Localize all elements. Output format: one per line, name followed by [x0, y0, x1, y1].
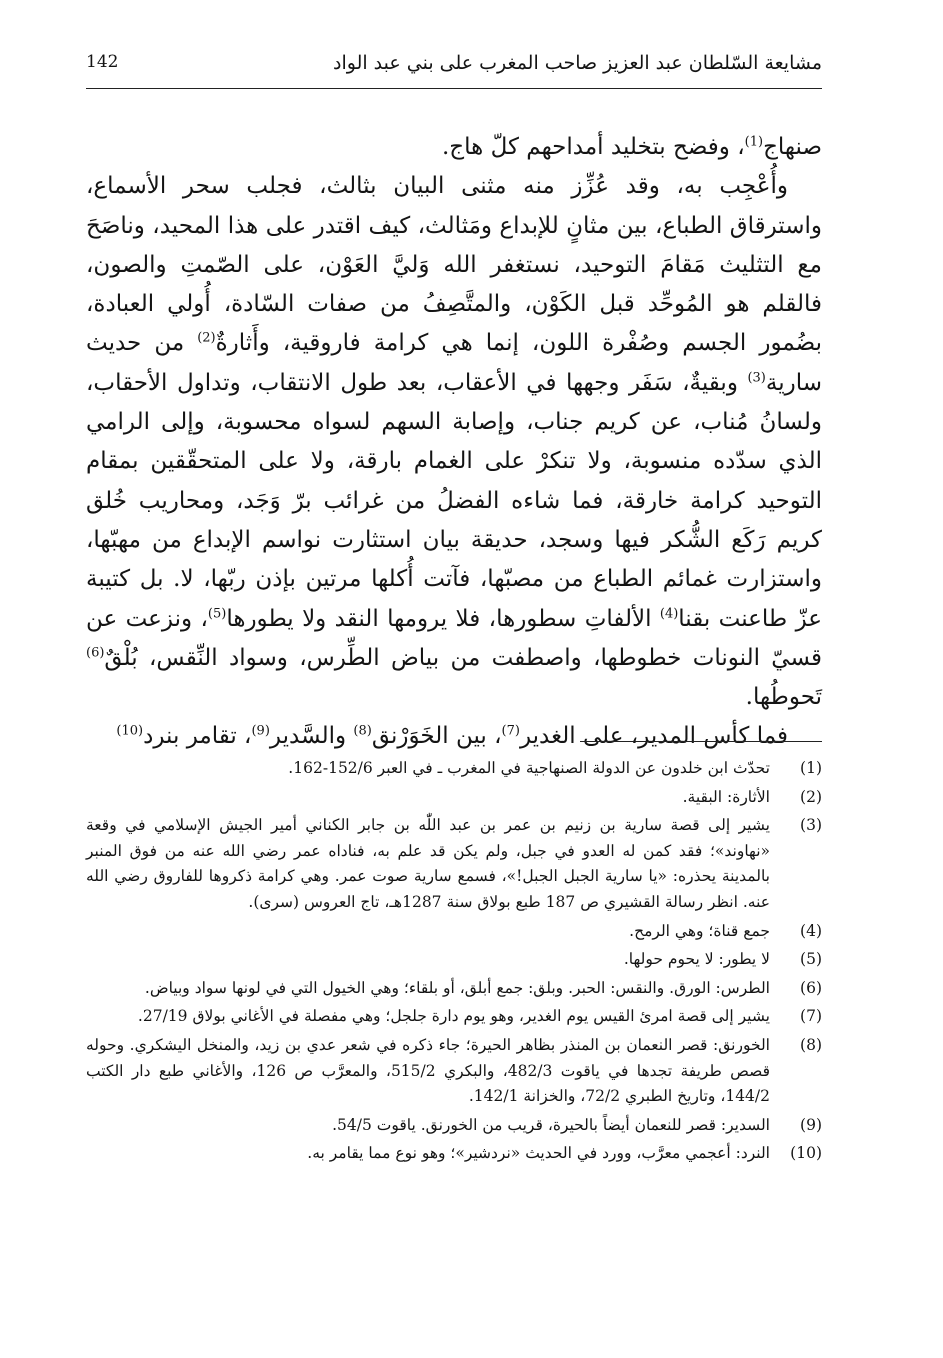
footnote-number: (5) — [800, 950, 822, 969]
main-text — [86, 128, 822, 757]
text-run: ، وفضح بتخليد أمداحهم كلّ هاج. — [441, 134, 745, 160]
running-title: مشايعة السّلطان عبد العزيز صاحب المغرب على بني عبد الواد — [333, 52, 822, 74]
paragraph — [86, 128, 822, 167]
footnote-number: (2) — [800, 787, 822, 806]
footnote-number: (9) — [800, 1115, 822, 1134]
footnote — [86, 976, 822, 1002]
footnote-ref: (3) — [747, 370, 766, 386]
footnote-ref: (8) — [353, 723, 372, 739]
footnote-text: يشير إلى قصة سارية بن زنيم بن عمر بن عبد اللّٰه بن جابر الكناني أمير الجيش الإسلامي في وقعة «نهاوند»؛ فقد كمن له العدو في جبل، ولم يكن قد علم به، فناداه عمر رضي الله عنه من فوق المنبر بالمدينة يحذره: «يا سارية الجبل الجبل!»، فسمع سارية صوت عمر. وهي كرامة ذكروها للفاروق رضي الله عنه. انظر رسالة القشيري ص 187 طبع بولاق سنة 1287هـ، تاج العروس (سرى). — [86, 816, 770, 911]
footnote — [86, 813, 822, 915]
footnote-separator — [580, 741, 822, 742]
footnote-ref: (2) — [197, 330, 216, 346]
text-run: ، بين الخَوَرْنق — [371, 723, 502, 750]
footnote-ref: (4) — [659, 605, 679, 621]
footnote-number: (8) — [800, 1035, 822, 1054]
footnote-ref: (10) — [116, 723, 144, 739]
footnote-number: (3) — [800, 816, 822, 835]
footnote — [86, 947, 822, 973]
footnote-text: النرد: أعجمي معرَّب، وورد في الحديث «نردشير»؛ وهو نوع مما يقامر به. — [307, 1144, 770, 1163]
footnote-text: الطرس: الورق. والنقس: الحبر. وبلق: جمع أبلق، أو بلقاء؛ وهي الخيول التي في لونها سواد وبياض. — [144, 978, 770, 997]
footnote-number: (7) — [800, 1007, 822, 1026]
text-run: ، ونزعت عن قسيّ النونات خطوطها، واصطفت من بياض الطِّرس، وسواد النِّقس، بُلْقٌ — [86, 605, 822, 671]
footnote — [86, 1004, 822, 1030]
paragraph — [86, 167, 822, 717]
page-header — [86, 50, 822, 89]
footnote-text: يشير إلى قصة امرئ القيس يوم الغدير، وهو يوم دارة جلجل؛ وهي مفصلة في الأغاني بولاق 27/19. — [137, 1007, 770, 1026]
footnote-text: الخورنق: قصر النعمان بن المنذر بظاهر الحيرة؛ جاء ذكره في شعر عدي بن زيد، والمنخل اليشكري. وحوله قصص طريفة تجدها في ياقوت 482/3، والبكري 515/2، والمعرَّب ص 126، والأغاني طبع دار الكتب 144/2، وتاريخ الطبري 72/2، والخزانة 142/1. — [86, 1035, 770, 1106]
text-run: وبقيةٌ، سَفَر وجهها في الأعقاب، بعد طول الانتقاب، وتداول الأحقاب، ولسانُ مُناب، عن كريم جناب، وإصابة السهم لسواه محسوبة، وإلى الرامي الذي سدّده منسوبة، ولا تنكرْ على الغمام بارقة، ولا على المتحقّقين بمقام التوحيد كرامة خارقة، فما شاءه الفضلُ من غرائب برّ وَجَد، ومحاريب خُلق كريم رَكَع الشُّكر فيها وسجد، حديقة بيان استثارت نواسم الإبداع من مهبّها، واستزارت غمائم الطباع من مصبّها، فآتت أُكلها مرتين بإذن ربّها، لا. بل كتيبة عزّ طاعنت بقنا — [86, 369, 822, 632]
footnote — [86, 785, 822, 811]
footnote-ref: (9) — [251, 723, 270, 739]
text-run: وأُعْجِب به، وقد عُزِّز منه مثنى البيان بثالث، فجلب سحر الأسماع، واسترقاق الطباع، بين مثانٍ للإبداع ومَثالث، كيف اقتدر على هذا المحيد، وناصَحَ مع التثليث مَقامَ التوحيد، نستغفر الله وَليَّ العَوْن، على الصّمتِ والصون، فالقلم هو المُوحِّد قبل الكَوْن، والمتَّصِفُ من صفات السّادة، أُولي العبادة، بضُمور الجسم وصُفْرة اللون، إنما هي كرامة فاروقية، وأَثارةٌ — [86, 173, 823, 357]
footnote-text: لا يطور: لا يحوم حولها. — [623, 950, 770, 969]
footnote-number: (10) — [790, 1144, 822, 1163]
footnote — [86, 1113, 822, 1139]
footnote-ref: (1) — [744, 134, 764, 150]
text-run: فما كأس المدير، على الغدير — [519, 723, 788, 750]
footnote-ref: (6) — [86, 645, 105, 661]
footnote-text: تحدّث ابن خلدون عن الدولة الصنهاجية في المغرب ـ في العبر 152/6-162. — [288, 759, 770, 777]
footnote-number: (6) — [800, 978, 822, 997]
text-run: الألفاتِ سطورها، فلا يرومها النقد ولا يطورها — [226, 605, 660, 632]
text-run: تَحوطُها. — [745, 684, 822, 711]
footnote — [86, 1141, 822, 1167]
footnote-ref: (7) — [501, 723, 520, 739]
footnote-number: (1) — [800, 759, 822, 777]
text-run: ، تقامر بنرد — [143, 723, 252, 750]
footnote-text: السدير: قصر للنعمان أيضاً بالحيرة، قريب من الخورنق. ياقوت 54/5. — [332, 1115, 770, 1134]
text-run: والسَّدير — [269, 723, 354, 750]
paragraph — [86, 717, 822, 756]
footnote-text: الأثارة: البقية. — [682, 787, 770, 806]
footnote — [86, 756, 822, 782]
footnote-ref: (5) — [207, 605, 227, 621]
footnote-text: جمع قناة؛ وهي الرمح. — [629, 921, 770, 940]
footnote — [86, 1033, 822, 1110]
footnote — [86, 919, 822, 945]
footnote-number: (4) — [800, 921, 822, 940]
footnotes — [86, 756, 822, 1170]
text-run: صنهاج — [763, 134, 822, 160]
page-number: 142 — [86, 52, 119, 72]
text-run: من حديث سارية — [86, 330, 822, 396]
